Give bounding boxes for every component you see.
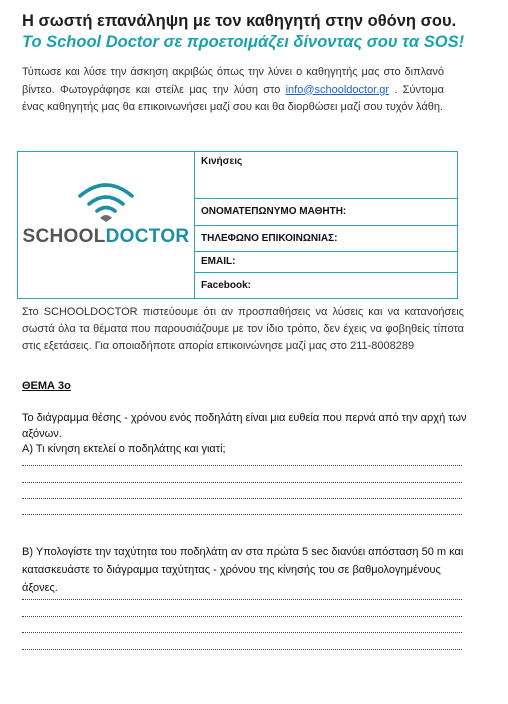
page-subtitle: Το School Doctor σε προετοιμάζει δίνοντας σου τα SOS!: [22, 33, 465, 51]
theme-heading: ΘΕΜΑ 3ο: [22, 380, 71, 392]
email-field[interactable]: EMAIL:: [195, 251, 458, 272]
part-a-question: Α) Τι κίνηση εκτελεί ο ποδηλάτης και γιατί;: [22, 443, 226, 455]
schooldoctor-logo: [18, 152, 194, 298]
answer-line[interactable]: [22, 615, 462, 617]
movements-field[interactable]: Κινήσεις: [195, 152, 458, 199]
question-text: Το διάγραμμα θέσης - χρόνου ενός ποδηλάτη είναι μια ευθεία που περνά από την αρχή των αξόνων.: [22, 412, 467, 440]
logo-cell: [18, 152, 195, 299]
student-info-table: [17, 151, 458, 299]
part-b-question: Β) Υπολογίστε την ταχύτητα του ποδηλάτη αν στα πρώτα 5 sec διανύει απόσταση 50 m και κατασκευάστε το διάγραμμα ταχύτητας - χρόνου της κίνησής του σε βαθμολογημένους άξονες.: [22, 546, 464, 594]
logo-wordmark: [18, 226, 194, 248]
answer-line[interactable]: [22, 631, 462, 633]
answer-line[interactable]: [22, 464, 462, 466]
answer-line[interactable]: [22, 648, 462, 650]
logo-doctor-text: DOCTOR: [105, 226, 190, 247]
intro-text-after: . Σύντομα ένας καθηγητής μας θα επικοινωνήσει μαζί σου και θα διορθώσει μαζί σου τυχόν λάθη.: [22, 83, 444, 113]
answer-line[interactable]: [22, 598, 462, 600]
intro-text-before: Τύπωσε και λύσε την άσκηση ακριβώς όπως την λύνει ο καθηγητής μας στο διπλανό βίντεο. Φωτογράφησε και στείλε μας την λύση στο: [22, 66, 444, 96]
wifi-signal-icon: [76, 180, 136, 222]
facebook-field[interactable]: Facebook:: [195, 272, 458, 298]
belief-paragraph: Στο SCHOOLDOCTOR πιστεύουμε ότι αν προσπαθήσεις να λύσεις και να κατανοήσεις σωστά όλα τα θέματα που παρουσιάζουμε με τον ίδιο τρόπο, δεν έχεις να φοβηθείς τίποτα στις εξετάσεις. Για οποιαδήποτε απορία επικοινώνησε μαζί μας στο 211-8008289: [22, 306, 464, 352]
student-name-field[interactable]: ΟΝΟΜΑΤΕΠΩΝΥΜΟ ΜΑΘΗΤΗ:: [195, 199, 458, 225]
email-link[interactable]: info@schooldoctor.gr: [285, 83, 390, 96]
answer-line[interactable]: [22, 497, 462, 499]
logo-school-text: SCHOOL: [22, 226, 106, 247]
answer-line[interactable]: [22, 513, 462, 515]
phone-field[interactable]: ΤΗΛΕΦΩΝΟ ΕΠΙΚΟΙΝΩΝΙΑΣ:: [195, 225, 458, 251]
answer-line[interactable]: [22, 481, 462, 483]
page-title: Η σωστή επανάληψη με τον καθηγητή στην οθόνη σου.: [22, 12, 457, 30]
intro-paragraph: [22, 64, 444, 117]
